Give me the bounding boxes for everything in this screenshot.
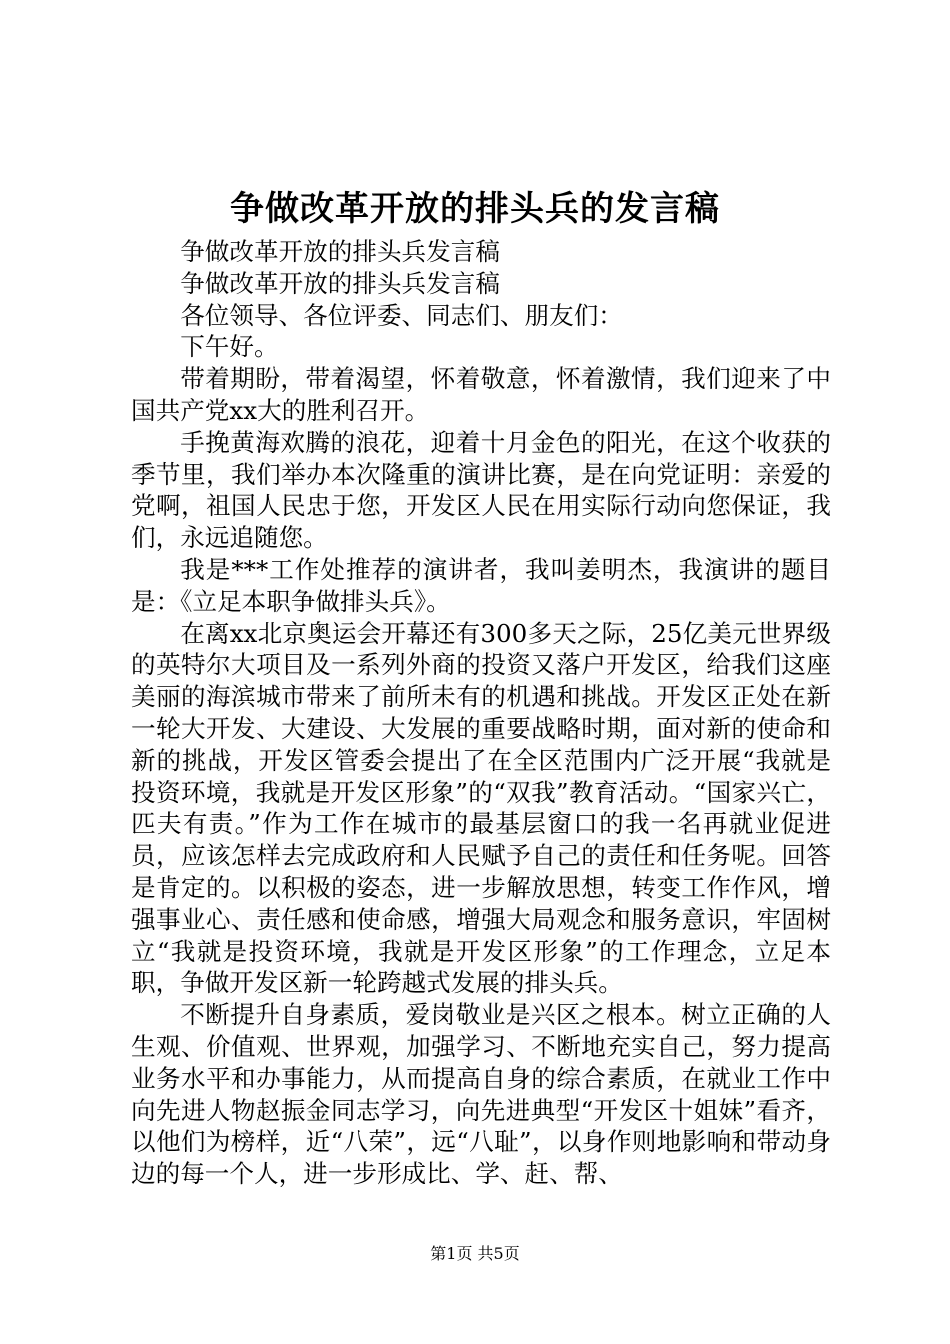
document-body xyxy=(131,236,831,1190)
paragraph: 不断提升自身素质，爱岗敬业是兴区之根本。树立正确的人生观、价值观、世界观，加强学习、不断地充实自己，努力提高业务水平和办事能力，从而提高自身的综合素质，在就业工作中向先进人物赵振金同志学习，向先进典型“开发区十姐妹”看齐，以他们为榜样，近“八荣”，远“八耻”，以身作则地影响和带动身边的每一个人，进一步形成比、学、赶、帮、 xyxy=(131,1000,831,1189)
paragraph: 在离xx北京奥运会开幕还有300多天之际，25亿美元世界级的英特尔大项目及一系列外商的投资又落户开发区，给我们这座美丽的海滨城市带来了前所未有的机遇和挑战。开发区正处在新一轮大开发、大建设、大发展的重要战略时期，面对新的使命和新的挑战，开发区管委会提出了在全区范围内广泛开展“我就是投资环境，我就是开发区形象”的“双我”教育活动。“国家兴亡，匹夫有责。”作为工作在城市的最基层窗口的我一名再就业促进员，应该怎样去完成政府和人民赋予自己的责任和任务呢。回答是肯定的。以积极的姿态，进一步解放思想，转变工作作风，增强事业心、责任感和使命感，增强大局观念和服务意识，牢固树立“我就是投资环境，我就是开发区形象”的工作理念，立足本职，争做开发区新一轮跨越式发展的排头兵。 xyxy=(131,618,831,998)
paragraph-salutation: 各位领导、各位评委、同志们、朋友们： xyxy=(180,300,623,330)
paragraph: 手挽黄海欢腾的浪花，迎着十月金色的阳光，在这个收获的季节里，我们举办本次隆重的演讲比赛，是在向党证明：亲爱的党啊，祖国人民忠于您，开发区人民在用实际行动向您保证，我们，永远追随您。 xyxy=(131,427,831,553)
paragraph-greeting: 下午好。 xyxy=(180,332,279,362)
page-footer: 第1页 共5页 xyxy=(430,1244,520,1263)
paragraph: 带着期盼，带着渴望，怀着敬意，怀着激情，我们迎来了中国共产党xx大的胜利召开。 xyxy=(131,364,831,425)
paragraph-subtitle-1: 争做改革开放的排头兵发言稿 xyxy=(180,237,500,266)
paragraph-subtitle-2: 争做改革开放的排头兵发言稿 xyxy=(180,268,500,298)
paragraph: 我是***工作处推荐的演讲者，我叫姜明杰，我演讲的题目是：《立足本职争做排头兵》。 xyxy=(131,554,831,616)
document-title: 争做改革开放的排头兵的发言稿 xyxy=(230,189,720,229)
